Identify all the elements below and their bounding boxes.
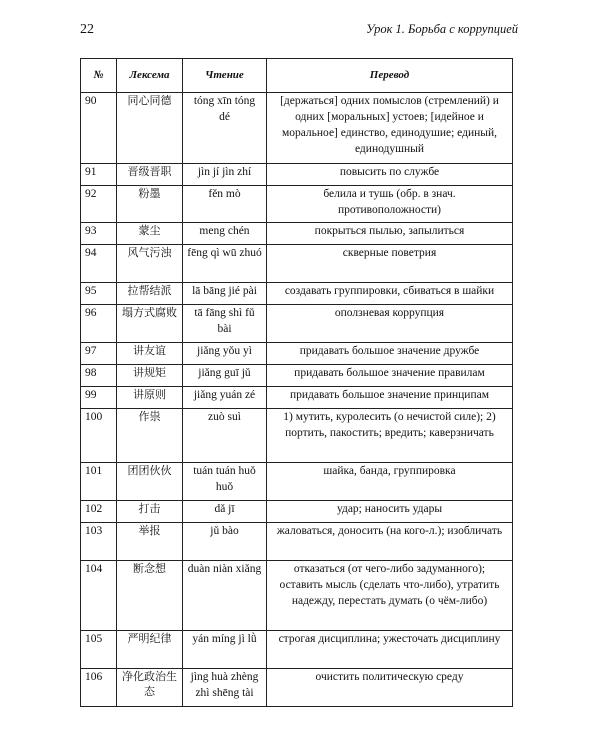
lexeme-cell: 举报 bbox=[117, 523, 183, 561]
lexeme-cell: 严明纪律 bbox=[117, 631, 183, 669]
reading-cell: jiǎng guī jǔ bbox=[183, 365, 267, 387]
header-lexeme: Лексема bbox=[117, 59, 183, 93]
header-translation: Перевод bbox=[267, 59, 513, 93]
table-row bbox=[81, 305, 513, 343]
table-row bbox=[81, 164, 513, 186]
reading-cell: tuán tuán huǒ huǒ bbox=[183, 463, 267, 501]
reading-cell: fěn mò bbox=[183, 186, 267, 223]
translation-cell: отказаться (от чего-либо задуманного); оставить мысль (сделать что-либо), утратить надежду, перестать думать (о чём-либо) bbox=[267, 561, 513, 631]
page-number: 22 bbox=[80, 22, 94, 37]
table-row bbox=[81, 669, 513, 707]
row-number: 102 bbox=[81, 501, 117, 523]
table-row bbox=[81, 561, 513, 631]
lexeme-cell: 讲友谊 bbox=[117, 343, 183, 365]
lexeme-cell: 同心同德 bbox=[117, 93, 183, 164]
table-row bbox=[81, 409, 513, 463]
lexeme-cell: 净化政治生态 bbox=[117, 669, 183, 707]
translation-cell: шайка, банда, группировка bbox=[267, 463, 513, 501]
lexeme-cell: 蒙尘 bbox=[117, 223, 183, 245]
table-body bbox=[81, 93, 513, 707]
reading-cell: duàn niàn xiǎng bbox=[183, 561, 267, 631]
row-number: 99 bbox=[81, 387, 117, 409]
table-row bbox=[81, 523, 513, 561]
row-number: 98 bbox=[81, 365, 117, 387]
reading-cell: meng chén bbox=[183, 223, 267, 245]
lexeme-cell: 风气污浊 bbox=[117, 245, 183, 283]
row-number: 94 bbox=[81, 245, 117, 283]
header-reading: Чтение bbox=[183, 59, 267, 93]
translation-cell: создавать группировки, сбиваться в шайки bbox=[267, 283, 513, 305]
row-number: 100 bbox=[81, 409, 117, 463]
row-number: 101 bbox=[81, 463, 117, 501]
lexeme-cell: 讲原则 bbox=[117, 387, 183, 409]
table-row bbox=[81, 343, 513, 365]
translation-cell: придавать большое значение дружбе bbox=[267, 343, 513, 365]
reading-cell: tā fāng shì fǔ bài bbox=[183, 305, 267, 343]
reading-cell: fēng qì wū zhuó bbox=[183, 245, 267, 283]
translation-cell: скверные поветрия bbox=[267, 245, 513, 283]
table-row bbox=[81, 501, 513, 523]
translation-cell: покрыться пылью, запылиться bbox=[267, 223, 513, 245]
row-number: 103 bbox=[81, 523, 117, 561]
translation-cell: белила и тушь (обр. в знач. противоположности) bbox=[267, 186, 513, 223]
reading-cell: jǔ bào bbox=[183, 523, 267, 561]
lexeme-cell: 断念想 bbox=[117, 561, 183, 631]
reading-cell: jiǎng yǒu yì bbox=[183, 343, 267, 365]
reading-cell: jiǎng yuán zé bbox=[183, 387, 267, 409]
lexeme-cell: 打击 bbox=[117, 501, 183, 523]
lexeme-cell: 粉墨 bbox=[117, 186, 183, 223]
reading-cell: zuò suì bbox=[183, 409, 267, 463]
translation-cell: придавать большое значение правилам bbox=[267, 365, 513, 387]
translation-cell: повысить по службе bbox=[267, 164, 513, 186]
translation-cell: очистить политическую среду bbox=[267, 669, 513, 707]
reading-cell: dǎ jī bbox=[183, 501, 267, 523]
table-header-row bbox=[81, 59, 513, 93]
translation-cell: оползневая коррупция bbox=[267, 305, 513, 343]
row-number: 104 bbox=[81, 561, 117, 631]
table-row bbox=[81, 223, 513, 245]
reading-cell: jìn jí jìn zhí bbox=[183, 164, 267, 186]
reading-cell: lā bāng jié pài bbox=[183, 283, 267, 305]
row-number: 92 bbox=[81, 186, 117, 223]
row-number: 95 bbox=[81, 283, 117, 305]
translation-cell: жаловаться, доносить (на кого-л.); изобличать bbox=[267, 523, 513, 561]
reading-cell: jìng huà zhèng zhì shēng tài bbox=[183, 669, 267, 707]
lexeme-cell: 晋级晋职 bbox=[117, 164, 183, 186]
lexeme-cell: 团团伙伙 bbox=[117, 463, 183, 501]
table-row bbox=[81, 463, 513, 501]
row-number: 97 bbox=[81, 343, 117, 365]
translation-cell: строгая дисциплина; ужесточать дисциплину bbox=[267, 631, 513, 669]
lexeme-cell: 作祟 bbox=[117, 409, 183, 463]
reading-cell: yán míng jì lǜ bbox=[183, 631, 267, 669]
running-header: Урок 1. Борьба с коррупцией bbox=[366, 22, 518, 36]
lexeme-cell: 讲规矩 bbox=[117, 365, 183, 387]
row-number: 93 bbox=[81, 223, 117, 245]
vocabulary-table bbox=[80, 58, 513, 707]
row-number: 91 bbox=[81, 164, 117, 186]
row-number: 90 bbox=[81, 93, 117, 164]
lexeme-cell: 拉帮结派 bbox=[117, 283, 183, 305]
table-row bbox=[81, 387, 513, 409]
translation-cell: придавать большое значение принципам bbox=[267, 387, 513, 409]
table-row bbox=[81, 365, 513, 387]
lexeme-cell: 塌方式腐败 bbox=[117, 305, 183, 343]
translation-cell: [держаться] одних помыслов (стремлений) и одних [моральных] устоев; [идейное и моральное] единство, единодушие; единый, единодушный bbox=[267, 93, 513, 164]
translation-cell: удар; наносить удары bbox=[267, 501, 513, 523]
table-row bbox=[81, 186, 513, 223]
translation-cell: 1) мутить, куролесить (о нечистой силе); 2) портить, пакостить; вредить; каверзничать bbox=[267, 409, 513, 463]
row-number: 106 bbox=[81, 669, 117, 707]
header-number: № bbox=[81, 59, 117, 93]
reading-cell: tóng xīn tóng dé bbox=[183, 93, 267, 164]
table-row bbox=[81, 245, 513, 283]
table-row bbox=[81, 631, 513, 669]
table-row bbox=[81, 283, 513, 305]
row-number: 105 bbox=[81, 631, 117, 669]
row-number: 96 bbox=[81, 305, 117, 343]
table-row bbox=[81, 93, 513, 164]
